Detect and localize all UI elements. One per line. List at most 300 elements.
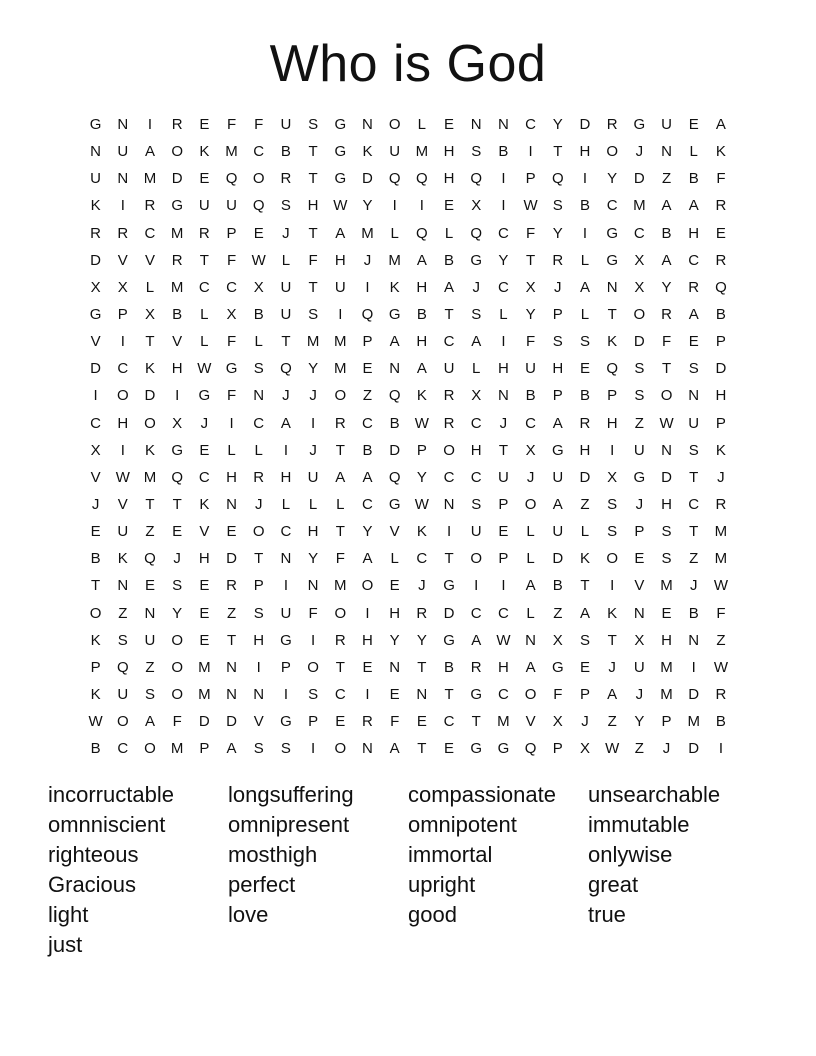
grid-letter: K bbox=[90, 686, 101, 704]
grid-letter: E bbox=[253, 224, 264, 242]
grid-letter: G bbox=[606, 251, 618, 269]
grid-letter: O bbox=[660, 387, 673, 405]
grid-letter: C bbox=[362, 496, 373, 514]
grid-letter: C bbox=[226, 278, 237, 296]
grid-letter: R bbox=[171, 116, 183, 134]
grid-letter: S bbox=[634, 360, 645, 378]
grid-letter: A bbox=[389, 333, 400, 351]
grid-letter: C bbox=[90, 414, 102, 432]
grid-letter: Q bbox=[416, 224, 428, 242]
grid-letter: Q bbox=[388, 468, 401, 486]
grid-letter: L bbox=[444, 224, 454, 242]
grid-letter: U bbox=[389, 143, 401, 161]
grid-row bbox=[82, 355, 744, 382]
grid-letter: R bbox=[198, 224, 210, 242]
grid-letter: U bbox=[117, 686, 129, 704]
grid-letter: E bbox=[389, 577, 400, 595]
grid-letter: U bbox=[280, 116, 292, 134]
word-list-item: longsuffering bbox=[228, 782, 354, 807]
word-list-item: omnipotent bbox=[408, 812, 517, 837]
grid-letter: O bbox=[144, 414, 156, 432]
grid-letter: J bbox=[309, 441, 317, 459]
grid-letter: G bbox=[470, 251, 483, 269]
grid-letter: X bbox=[172, 414, 183, 432]
grid-letter: N bbox=[416, 686, 428, 704]
grid-letter: E bbox=[199, 604, 210, 622]
grid-letter: R bbox=[334, 631, 346, 649]
grid-letter: L bbox=[336, 496, 345, 514]
word-list-item: immutable bbox=[588, 812, 690, 837]
grid-letter: W bbox=[496, 631, 511, 649]
grid-letter: B bbox=[416, 306, 427, 324]
grid-letter: Q bbox=[416, 170, 428, 188]
grid-letter: U bbox=[497, 468, 509, 486]
grid-letter: J bbox=[472, 278, 480, 296]
grid-letter: S bbox=[607, 496, 618, 514]
grid-letter: A bbox=[607, 686, 618, 704]
grid-letter: B bbox=[253, 306, 264, 324]
grid-letter: U bbox=[280, 604, 292, 622]
grid-letter: M bbox=[633, 197, 646, 215]
word-list-item: true bbox=[588, 902, 626, 927]
grid-letter: F bbox=[308, 604, 318, 622]
grid-letter: Q bbox=[606, 360, 618, 378]
grid-letter: E bbox=[688, 116, 699, 134]
grid-letter: G bbox=[497, 740, 510, 758]
grid-letter: B bbox=[90, 550, 101, 568]
grid-letter: I bbox=[311, 631, 316, 649]
grid-letter: D bbox=[389, 441, 401, 459]
word-list-item: great bbox=[588, 872, 639, 897]
grid-letter: Z bbox=[634, 414, 644, 432]
grid-letter: Z bbox=[362, 387, 373, 405]
grid-letter: Y bbox=[416, 631, 427, 649]
grid-letter: F bbox=[226, 387, 237, 405]
grid-letter: Q bbox=[388, 170, 401, 188]
grid-letter: S bbox=[579, 631, 590, 649]
grid-letter: N bbox=[117, 577, 129, 595]
grid-letter: O bbox=[144, 740, 156, 758]
grid-letter: P bbox=[552, 387, 563, 405]
grid-letter: Y bbox=[525, 306, 536, 324]
grid-letter: J bbox=[200, 414, 209, 432]
grid-letter: Y bbox=[498, 251, 509, 269]
grid-letter: A bbox=[552, 496, 563, 514]
grid-letter: R bbox=[144, 197, 156, 215]
grid-letter: K bbox=[90, 197, 101, 215]
grid-letter: X bbox=[525, 441, 536, 459]
grid-letter: H bbox=[362, 631, 373, 649]
grid-letter: H bbox=[606, 414, 618, 432]
grid-letter: U bbox=[226, 197, 237, 215]
grid-letter: T bbox=[145, 496, 155, 514]
grid-letter: E bbox=[444, 116, 455, 134]
grid-letter: A bbox=[280, 414, 291, 432]
grid-letter: S bbox=[308, 686, 319, 704]
grid-letter: S bbox=[634, 387, 645, 405]
grid-letter: R bbox=[661, 306, 672, 324]
grid-letter: N bbox=[470, 116, 482, 134]
grid-letter: S bbox=[552, 197, 563, 215]
grid-letter: X bbox=[525, 278, 536, 296]
grid-letter: N bbox=[362, 740, 373, 758]
grid-letter: E bbox=[199, 116, 210, 134]
grid-letter: Z bbox=[716, 631, 726, 649]
grid-letter: U bbox=[117, 523, 129, 541]
grid-letter: N bbox=[633, 604, 645, 622]
grid-letter: N bbox=[497, 387, 509, 405]
grid-letter: K bbox=[416, 387, 427, 405]
grid-letter: F bbox=[716, 170, 726, 188]
grid-letter: E bbox=[199, 577, 210, 595]
grid-letter: H bbox=[443, 170, 455, 188]
grid-row bbox=[82, 491, 744, 518]
grid-letter: O bbox=[171, 631, 183, 649]
grid-letter: H bbox=[688, 224, 700, 242]
grid-letter: L bbox=[390, 550, 399, 568]
grid-letter: F bbox=[553, 686, 563, 704]
grid-letter: T bbox=[498, 441, 508, 459]
grid-letter: E bbox=[226, 523, 237, 541]
grid-letter: E bbox=[199, 170, 210, 188]
grid-letter: K bbox=[416, 523, 427, 541]
grid-letter: U bbox=[198, 197, 210, 215]
grid-letter: I bbox=[311, 414, 316, 432]
grid-letter: S bbox=[471, 496, 482, 514]
grid-letter: T bbox=[254, 550, 264, 568]
grid-letter: G bbox=[225, 360, 238, 378]
grid-letter: Z bbox=[145, 523, 155, 541]
grid-letter: M bbox=[198, 686, 211, 704]
grid-letter: P bbox=[552, 740, 563, 758]
grid-letter: P bbox=[117, 306, 128, 324]
grid-letter: E bbox=[199, 631, 210, 649]
word-list-item: onlywise bbox=[588, 842, 673, 867]
grid-letter: U bbox=[688, 414, 700, 432]
grid-letter: G bbox=[443, 631, 455, 649]
grid-letter: T bbox=[281, 333, 291, 351]
grid-letter: W bbox=[414, 414, 429, 432]
word-list-item: compassionate bbox=[408, 782, 556, 807]
grid-letter: A bbox=[525, 577, 536, 595]
grid-letter: W bbox=[115, 468, 130, 486]
grid-letter: R bbox=[90, 224, 102, 242]
grid-letter: G bbox=[443, 577, 455, 595]
grid-letter: F bbox=[661, 333, 672, 351]
grid-letter: G bbox=[171, 441, 183, 459]
grid-letter: J bbox=[635, 686, 644, 704]
grid-letter: G bbox=[334, 143, 347, 161]
grid-letter: A bbox=[688, 306, 699, 324]
grid-letter: C bbox=[443, 713, 455, 731]
grid-letter: U bbox=[552, 523, 564, 541]
grid-letter: P bbox=[579, 686, 590, 704]
grid-letter: A bbox=[416, 360, 427, 378]
grid-letter: A bbox=[579, 604, 590, 622]
grid-letter: I bbox=[501, 577, 506, 595]
grid-letter: Z bbox=[689, 550, 699, 568]
grid-row bbox=[82, 545, 744, 572]
grid-letter: P bbox=[661, 713, 672, 731]
grid-letter: A bbox=[688, 197, 699, 215]
grid-letter: K bbox=[607, 333, 618, 351]
grid-letter: A bbox=[471, 333, 482, 351]
grid-letter: R bbox=[117, 224, 129, 242]
grid-letter: C bbox=[470, 414, 482, 432]
grid-letter: I bbox=[501, 197, 506, 215]
grid-letter: J bbox=[309, 387, 317, 405]
grid-letter: J bbox=[91, 496, 100, 514]
grid-letter: L bbox=[254, 441, 263, 459]
grid-letter: M bbox=[170, 224, 184, 242]
grid-letter: I bbox=[147, 116, 153, 134]
grid-letter: V bbox=[634, 577, 645, 595]
grid-letter: H bbox=[661, 631, 672, 649]
grid-letter: R bbox=[715, 197, 727, 215]
grid-letter: H bbox=[416, 333, 428, 351]
grid-letter: R bbox=[416, 604, 428, 622]
grid-row bbox=[82, 654, 744, 681]
grid-letter: L bbox=[526, 550, 535, 568]
grid-letter: I bbox=[120, 441, 125, 459]
grid-letter: P bbox=[715, 414, 726, 432]
grid-letter: A bbox=[335, 468, 346, 486]
grid-letter: A bbox=[715, 116, 726, 134]
grid-letter: J bbox=[282, 224, 290, 242]
grid-row bbox=[82, 220, 744, 247]
grid-letter: U bbox=[307, 468, 319, 486]
grid-letter: S bbox=[552, 333, 563, 351]
grid-letter: C bbox=[280, 523, 292, 541]
grid-letter: M bbox=[334, 577, 347, 595]
grid-letter: C bbox=[253, 143, 265, 161]
grid-letter: Y bbox=[362, 197, 373, 215]
grid-letter: J bbox=[363, 251, 372, 269]
grid-letter: U bbox=[117, 143, 129, 161]
grid-letter: S bbox=[607, 523, 618, 541]
grid-letter: Z bbox=[607, 713, 617, 731]
grid-letter: H bbox=[389, 604, 401, 622]
grid-letter: L bbox=[580, 306, 590, 324]
word-list-item: perfect bbox=[228, 872, 296, 897]
grid-letter: H bbox=[579, 143, 591, 161]
grid-letter: I bbox=[501, 333, 506, 351]
grid-letter: N bbox=[253, 387, 265, 405]
grid-letter: C bbox=[362, 414, 373, 432]
grid-letter: J bbox=[173, 550, 181, 568]
grid-letter: G bbox=[633, 116, 646, 134]
grid-letter: H bbox=[226, 468, 237, 486]
grid-letter: K bbox=[607, 604, 618, 622]
grid-letter: H bbox=[198, 550, 210, 568]
grid-letter: G bbox=[171, 197, 183, 215]
grid-letter: S bbox=[688, 360, 699, 378]
grid-letter: T bbox=[444, 306, 454, 324]
grid-letter: C bbox=[416, 550, 428, 568]
grid-letter: C bbox=[497, 686, 509, 704]
grid-letter: Y bbox=[607, 170, 618, 188]
word-list-item: mosthigh bbox=[228, 842, 318, 867]
grid-letter: I bbox=[419, 197, 424, 215]
grid-letter: I bbox=[365, 686, 370, 704]
grid-letter: D bbox=[633, 170, 645, 188]
grid-letter: B bbox=[715, 306, 726, 324]
grid-letter: I bbox=[175, 387, 180, 405]
grid-letter: N bbox=[389, 360, 401, 378]
grid-letter: M bbox=[660, 686, 673, 704]
grid-letter: L bbox=[227, 441, 236, 459]
grid-letter: M bbox=[143, 468, 157, 486]
grid-letter: I bbox=[582, 224, 588, 242]
grid-letter: R bbox=[470, 658, 482, 676]
grid-letter: M bbox=[143, 170, 157, 188]
word-list-item: Gracious bbox=[48, 872, 137, 897]
grid-letter: O bbox=[334, 604, 347, 622]
grid-letter: O bbox=[470, 550, 483, 568]
grid-letter: N bbox=[144, 604, 156, 622]
grid-letter: N bbox=[688, 387, 700, 405]
grid-letter: T bbox=[199, 251, 209, 269]
word-list-item: incorructable bbox=[48, 782, 174, 807]
grid-letter: F bbox=[226, 333, 237, 351]
grid-letter: Q bbox=[252, 197, 265, 215]
grid-letter: G bbox=[388, 496, 401, 514]
grid-letter: L bbox=[145, 278, 155, 296]
grid-letter: Y bbox=[172, 604, 183, 622]
word-list-item: immortal bbox=[408, 842, 493, 867]
grid-letter: O bbox=[89, 604, 102, 622]
grid-letter: S bbox=[661, 523, 672, 541]
grid-row bbox=[82, 410, 744, 437]
grid-letter: S bbox=[308, 306, 319, 324]
grid-letter: N bbox=[389, 658, 401, 676]
grid-letter: J bbox=[554, 278, 562, 296]
grid-letter: Q bbox=[388, 387, 401, 405]
grid-letter: L bbox=[200, 306, 209, 324]
grid-letter: P bbox=[362, 333, 373, 351]
grid-letter: M bbox=[225, 143, 238, 161]
grid-letter: R bbox=[688, 278, 700, 296]
grid-row bbox=[82, 572, 744, 599]
grid-letter: Q bbox=[524, 740, 537, 758]
grid-letter: G bbox=[470, 686, 483, 704]
grid-row bbox=[82, 274, 744, 301]
grid-letter: P bbox=[308, 713, 319, 731]
grid-letter: X bbox=[607, 468, 618, 486]
grid-row bbox=[82, 247, 744, 274]
grid-letter: T bbox=[335, 523, 345, 541]
grid-letter: Q bbox=[470, 224, 483, 242]
grid-letter: C bbox=[497, 224, 509, 242]
grid-letter: C bbox=[470, 468, 482, 486]
grid-letter: L bbox=[499, 306, 508, 324]
grid-letter: J bbox=[635, 143, 644, 161]
grid-letter: I bbox=[582, 170, 588, 188]
grid-letter: A bbox=[552, 414, 563, 432]
grid-letter: V bbox=[117, 496, 128, 514]
grid-letter: R bbox=[552, 251, 564, 269]
grid-letter: C bbox=[253, 414, 265, 432]
grid-letter: D bbox=[715, 360, 727, 378]
grid-letter: U bbox=[633, 658, 645, 676]
grid-row bbox=[82, 627, 744, 654]
grid-letter: Q bbox=[225, 170, 238, 188]
grid-letter: A bbox=[471, 631, 482, 649]
grid-letter: O bbox=[334, 740, 347, 758]
grid-letter: Q bbox=[470, 170, 483, 188]
grid-letter: I bbox=[446, 523, 452, 541]
grid-letter: J bbox=[526, 468, 535, 486]
grid-letter: M bbox=[415, 143, 429, 161]
grid-letter: B bbox=[362, 441, 373, 459]
grid-letter: U bbox=[144, 631, 156, 649]
grid-letter: C bbox=[525, 116, 537, 134]
grid-letter: U bbox=[280, 306, 292, 324]
grid-letter: C bbox=[497, 278, 509, 296]
grid-letter: C bbox=[144, 224, 156, 242]
grid-letter: N bbox=[280, 550, 292, 568]
grid-letter: K bbox=[715, 441, 726, 459]
grid-letter: C bbox=[525, 414, 537, 432]
grid-letter: A bbox=[661, 251, 672, 269]
grid-letter: F bbox=[226, 251, 237, 269]
grid-letter: A bbox=[362, 550, 373, 568]
grid-letter: M bbox=[334, 360, 347, 378]
grid-letter: N bbox=[497, 116, 509, 134]
grid-letter: E bbox=[634, 550, 645, 568]
grid-letter: A bbox=[362, 468, 373, 486]
grid-letter: T bbox=[308, 143, 318, 161]
grid-letter: C bbox=[334, 686, 346, 704]
grid-letter: L bbox=[526, 523, 535, 541]
grid-letter: H bbox=[661, 496, 672, 514]
grid-row bbox=[82, 328, 744, 355]
grid-letter: X bbox=[552, 631, 563, 649]
grid-letter: N bbox=[443, 496, 455, 514]
grid-letter: G bbox=[334, 170, 347, 188]
grid-letter: D bbox=[362, 170, 373, 188]
grid-letter: L bbox=[308, 496, 318, 514]
grid-letter: X bbox=[90, 441, 101, 459]
grid-letter: P bbox=[634, 523, 645, 541]
grid-letter: M bbox=[714, 550, 728, 568]
grid-letter: E bbox=[715, 224, 726, 242]
grid-letter: G bbox=[388, 306, 401, 324]
grid-letter: P bbox=[253, 577, 264, 595]
grid-letter: M bbox=[660, 577, 673, 595]
grid-letter: V bbox=[90, 468, 101, 486]
grid-letter: H bbox=[253, 631, 265, 649]
grid-letter: V bbox=[199, 523, 210, 541]
grid-letter: Y bbox=[634, 713, 645, 731]
grid-letter: U bbox=[633, 441, 645, 459]
grid-letter: T bbox=[607, 631, 617, 649]
grid-letter: E bbox=[90, 523, 101, 541]
grid-letter: M bbox=[388, 251, 401, 269]
grid-letter: R bbox=[362, 713, 373, 731]
grid-letter: D bbox=[633, 333, 645, 351]
grid-letter: I bbox=[691, 658, 696, 676]
grid-letter: H bbox=[117, 414, 129, 432]
grid-letter: A bbox=[661, 197, 672, 215]
grid-letter: M bbox=[198, 658, 211, 676]
grid-letter: Z bbox=[145, 658, 155, 676]
grid-letter: O bbox=[524, 686, 537, 704]
grid-letter: X bbox=[253, 278, 264, 296]
grid-letter: U bbox=[443, 360, 455, 378]
grid-letter: N bbox=[525, 631, 537, 649]
word-list-item: just bbox=[48, 932, 83, 957]
